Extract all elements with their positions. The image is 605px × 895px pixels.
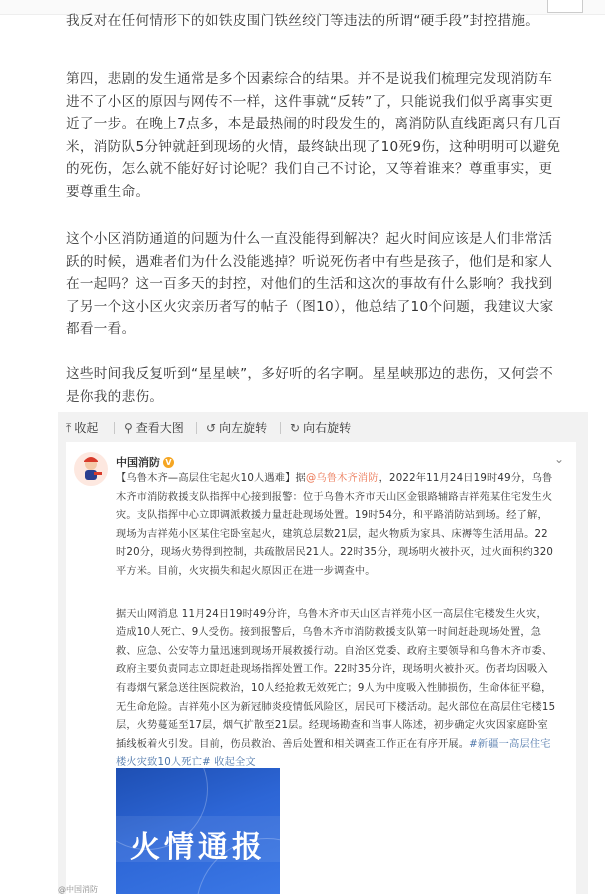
weibo-embed xyxy=(58,412,588,894)
paragraph: 第四，悲剧的发生通常是多个因素综合的结果。并不是说我们梳理完发现消防车进不了小区的原因与网传不一样，这件事就“反转”了，只能说我们似乎离事实更近了一步。在晚上7点多，本是最热闹的时段发生的，离消防队直线距离只有几百米，消防队5分钟就赶到现场的火情，最终缺出现了10死9伤，这种明明可以避免的死伤，怎么就不能好好讨论呢？我们自己不讨论，又等着谁来？尊重事实，更要尊重生命。 xyxy=(66,71,562,200)
collapse-icon: ⤒ xyxy=(66,421,72,435)
fire-notice-image[interactable] xyxy=(116,768,280,894)
divider xyxy=(114,422,115,434)
divider xyxy=(196,422,197,434)
top-button[interactable] xyxy=(547,0,583,13)
post-text xyxy=(116,470,556,773)
post-paragraph: 据天山网消息 11月24日19时49分许，乌鲁木齐市天山区吉祥苑小区一高层住宅楼发生火灾，造成10人死亡、9人受伤。接到报警后，乌鲁木齐市消防救援支队第一时间赶赴现场处置，急救、应急、公安等力量迅速到现场开展救援行动。自治区党委、政府主要领导和乌鲁木齐市委、政府主要负责同志立即赶赴现场指挥处置工作。22时35分许，现场明火被扑灭。伤者均因吸入有毒烟气紧急送往医院救治，10人经抢救无效死亡；9人为中度吸入性肺损伤，生命体征平稳，无生命危险。吉祥苑小区为新冠肺炎疫情低风险区，居民可下楼活动。起火部位在高层住宅楼15层，火势蔓延至17层，烟气扩散至21层。经现场勘查和当事人陈述，初步确定火灾因家庭卧室插线板着火引发。目前，伤员救治、善后处置和相关调查工作正在有序开展。#新疆一高层住宅楼火灾致10人死亡# 收起全文 xyxy=(116,608,556,769)
chevron-down-icon[interactable]: ⌄ xyxy=(553,452,564,466)
verified-badge-icon: V xyxy=(163,457,174,468)
divider xyxy=(280,422,281,434)
spacer xyxy=(116,582,556,606)
image-title: 火情通报 xyxy=(130,830,266,865)
rotate-right-icon: ↻ xyxy=(290,421,301,435)
avatar[interactable] xyxy=(74,452,108,486)
rotate-left-icon: ↺ xyxy=(206,421,217,435)
magnifier-icon: ⚲ xyxy=(124,421,133,435)
paragraph: 这些时间我反复听到“星星峡”，多好听的名字啊。星星峡那边的悲伤，又何尝不是你我的悲伤。 xyxy=(66,366,554,405)
hashtag-link[interactable]: #新疆一高层住宅楼火灾致10人死亡# xyxy=(116,738,551,769)
post-card xyxy=(66,442,576,894)
post-username[interactable]: 中国消防 V xyxy=(116,454,174,470)
watermark: @中国消防 xyxy=(58,885,98,894)
view-large-button[interactable]: ⚲ 查看大图 xyxy=(124,421,184,435)
image-toolbar xyxy=(58,412,588,442)
rotate-right-button[interactable]: ↻ 向右旋转 xyxy=(290,421,352,435)
paragraph: 我反对在任何情形下的如铁皮围门铁丝绞门等违法的所谓“硬手段”封控措施。 xyxy=(66,13,540,29)
collapse-fulltext-link[interactable]: 收起全文 xyxy=(210,757,256,769)
collapse-button[interactable]: ⤒ 收起 xyxy=(66,421,99,435)
firefighter-avatar-icon xyxy=(74,452,108,486)
mention-link[interactable]: @乌鲁木齐消防 xyxy=(305,473,379,484)
paragraph: 这个小区消防通道的问题为什么一直没能得到解决？起火时间应该是人们非常活跃的时候，遇难者们为什么没能逃掉？听说死伤者中有些是孩子，他们是和家人在一起吗？这一百多天的封控，对他们的生活和这次的事故有什么影响？我找到了另一个这小区火灾亲历者写的帖子（图10），他总结了10个问题，我建议大家都看一看。 xyxy=(66,231,554,337)
rotate-left-button[interactable]: ↺ 向左旋转 xyxy=(206,421,268,435)
post-paragraph: 【乌鲁木齐—高层住宅起火10人遇难】据@乌鲁木齐消防，2022年11月24日19时49分，乌鲁木齐市消防救援支队指挥中心接到报警：位于乌鲁木齐市天山区金银路辅路吉祥苑某住宅发生火灾。支队指挥中心立即调派救援力量赶赴现场处置。19时54分，和平路消防站到场。经了解，现场为吉祥苑小区某住宅卧室起火，建筑总层数21层，起火物质为家具、床褥等生活用品。22时20分，现场火势得到控制，共疏散居民21人。22时35分，现场明火被扑灭，过火面积约320平方米。目前，火灾损失和起火原因正在进一步调查中。 xyxy=(116,473,554,577)
